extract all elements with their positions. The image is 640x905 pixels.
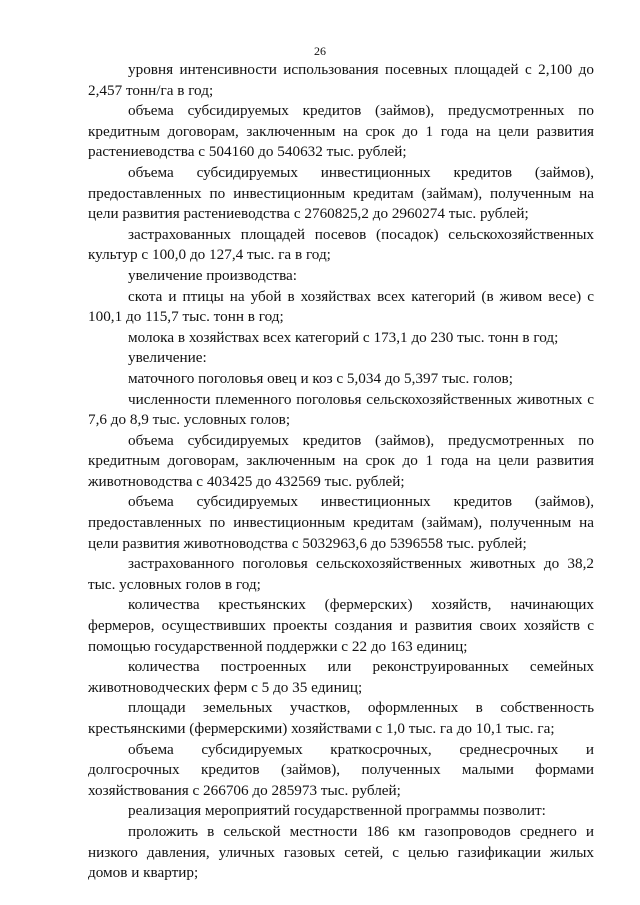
- paragraph: численности племенного поголовья сельскохозяйственных животных с 7,6 до 8,9 тыс. условных голов;: [88, 390, 594, 429]
- paragraph: количества крестьянских (фермерских) хозяйств, начинающих фермеров, осуществивших проекты создания и развития своих хозяйств с помощью государственной поддержки с 22 до 163 единиц;: [88, 596, 594, 655]
- paragraph: увеличение производства:: [128, 266, 297, 284]
- paragraph: молока в хозяйствах всех категорий с 173,1 до 230 тыс. тонн в год;: [128, 328, 559, 346]
- document-body: [88, 60, 594, 884]
- paragraph: количества построенных или реконструированных семейных животноводческих ферм с 5 до 35 единиц;: [88, 658, 594, 696]
- paragraph: проложить в сельской местности 186 км газопроводов среднего и низкого давления, уличных газовых сетей, с целью газификации жилых домов и квартир;: [88, 822, 594, 882]
- paragraph: маточного поголовья овец и коз с 5,034 до 5,397 тыс. голов;: [128, 369, 513, 387]
- paragraph: объема субсидируемых инвестиционных кредитов (займов), предоставленных по инвестиционным кредитам (займам), полученным на цели развития животноводства с 5032963,6 до 5396558 тыс. рублей;: [88, 493, 594, 552]
- paragraph: уровня интенсивности использования посевных площадей с 2,100 до 2,457 тонн/га в год;: [88, 61, 594, 99]
- paragraph: площади земельных участков, оформленных в собственность крестьянскими (фермерскими) хозяйствами с 1,0 тыс. га до 10,1 тыс. га;: [88, 699, 594, 737]
- paragraph: объема субсидируемых кредитов (займов), предусмотренных по кредитным договорам, заключенным на срок до 1 года на цели развития растениеводства с 504160 до 540632 тыс. рублей;: [88, 102, 594, 161]
- paragraph: объема субсидируемых инвестиционных кредитов (займов), предоставленных по инвестиционным кредитам (займам), полученным на цели развития растениеводства с 2760825,2 до 2960274 тыс. рублей;: [88, 163, 594, 223]
- paragraph: скота и птицы на убой в хозяйствах всех категорий (в живом весе) с 100,1 до 115,7 тыс. тонн в год;: [88, 287, 594, 326]
- paragraph: застрахованного поголовья сельскохозяйственных животных до 38,2 тыс. условных голов в год;: [88, 555, 594, 593]
- paragraph: объема субсидируемых кредитов (займов), предусмотренных по кредитным договорам, заключенным на срок до 1 года на цели развития животноводства с 403425 до 432569 тыс. рублей;: [88, 431, 594, 490]
- page-number: 26: [314, 44, 326, 58]
- paragraph: реализация мероприятий государственной программы позволит:: [128, 802, 546, 820]
- paragraph: увеличение:: [128, 349, 207, 367]
- paragraph: застрахованных площадей посевов (посадок) сельскохозяйственных культур с 100,0 до 127,4 тыс. га в год;: [88, 225, 594, 264]
- paragraph: объема субсидируемых краткосрочных, среднесрочных и долгосрочных кредитов (займов), полученных малыми формами хозяйствования с 266706 до 285973 тыс. рублей;: [88, 740, 594, 799]
